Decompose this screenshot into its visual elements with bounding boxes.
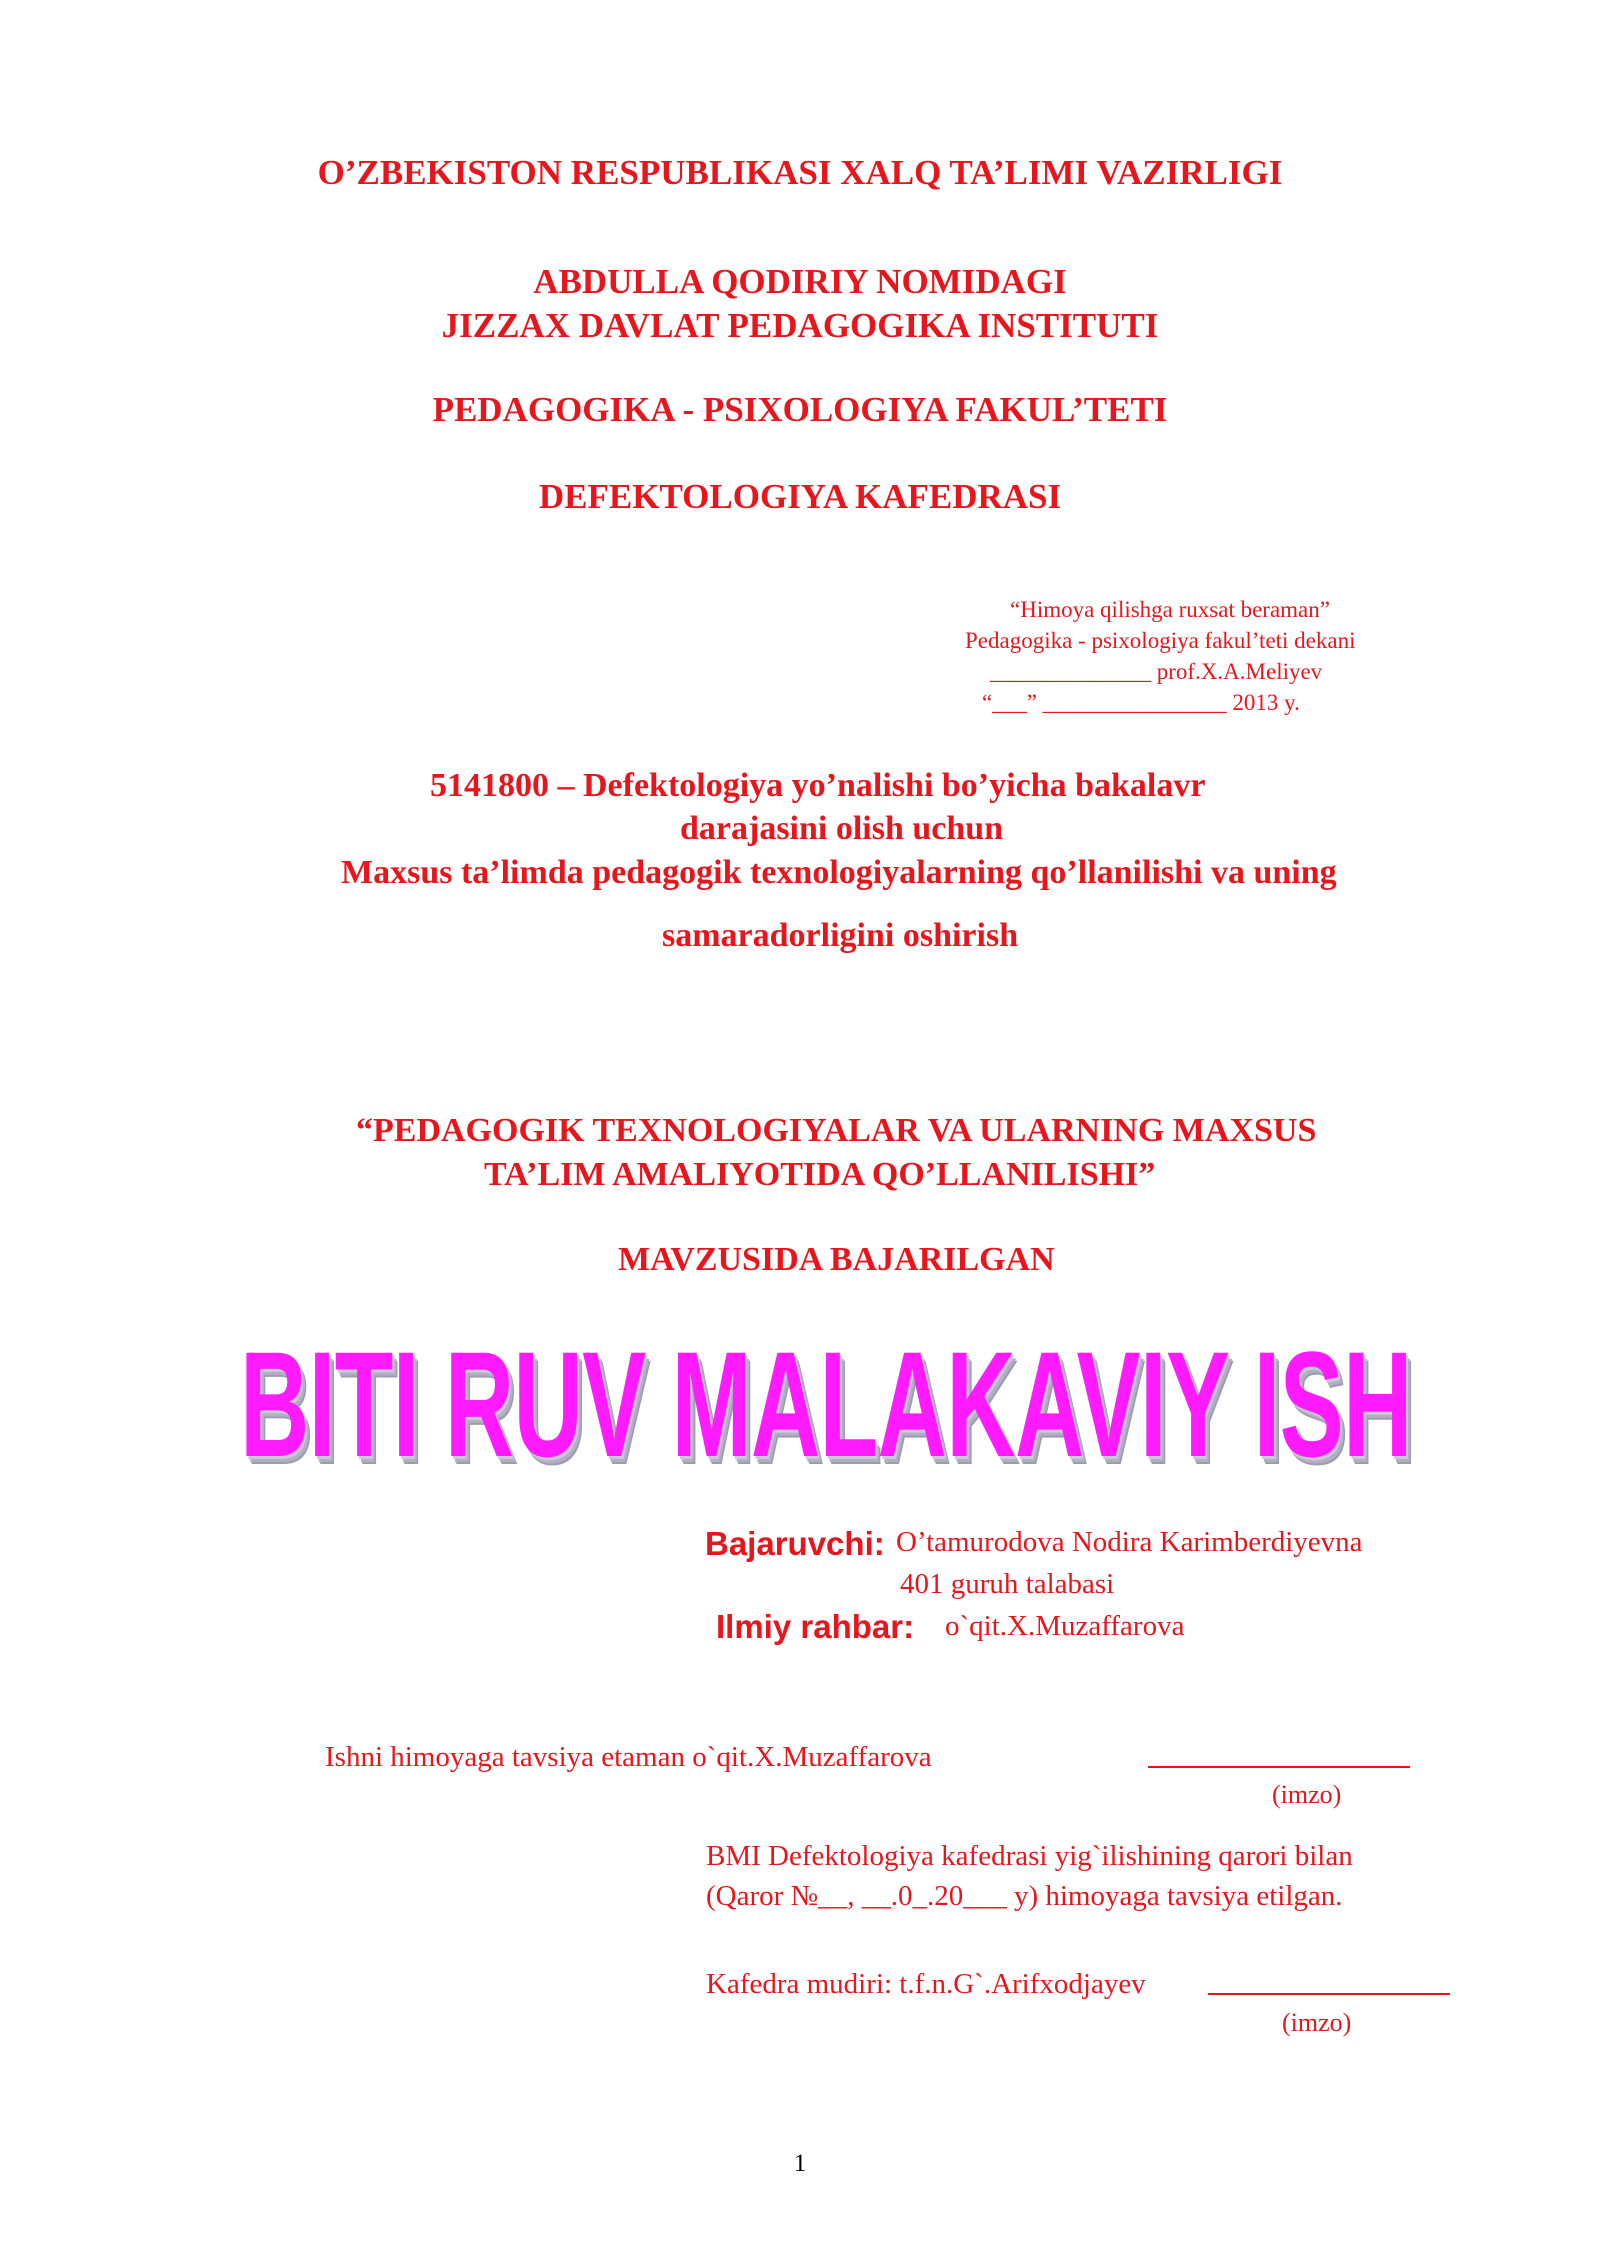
topic-line3: MAVZUSIDA BAJARILGAN bbox=[618, 1241, 1055, 1278]
recommendation-text: Ishni himoyaga tavsiya etaman o`qit.X.Muzaffarova bbox=[325, 1741, 932, 1773]
department-head-signature-caption: (imzo) bbox=[1282, 2008, 1352, 2037]
advisor-label: Ilmiy rahbar: bbox=[716, 1608, 915, 1645]
degree-line4: samaradorligini oshirish bbox=[662, 917, 1019, 954]
meeting-line1: BMI Defektologiya kafedrasi yig`ilishining qarori bilan bbox=[706, 1840, 1353, 1872]
department-head-text: Kafedra mudiri: t.f.n.G`.Arifxodjayev bbox=[706, 1968, 1146, 2000]
topic-line1: “PEDAGOGIK TEXNOLOGIYALAR VA ULARNING MAXSUS bbox=[356, 1112, 1317, 1149]
faculty-heading: PEDAGOGIKA - PSIXOLOGIYA FAKUL’TETI bbox=[432, 390, 1168, 429]
meeting-line2: (Qaror №__, __.0_.20___ y) himoyaga tavsiya etilgan. bbox=[706, 1880, 1343, 1912]
group-text: 401 guruh talabasi bbox=[900, 1568, 1115, 1600]
performer-name: O’tamurodova Nodira Karimberdiyevna bbox=[896, 1526, 1363, 1558]
department-heading: DEFEKTOLOGIYA KAFEDRASI bbox=[538, 477, 1062, 516]
work-title: BITI RUV MALAKAVIY ISH bbox=[240, 1320, 1412, 1488]
recommendation-signature-line bbox=[1148, 1766, 1410, 1768]
degree-line3: Maxsus ta’limda pedagogik texnologiyalarning qo’llanilishi va uning bbox=[341, 854, 1337, 891]
approval-line4: “___” ________________ 2013 y. bbox=[982, 690, 1300, 715]
recommendation-signature-caption: (imzo) bbox=[1272, 1780, 1342, 1809]
institute-name-line1: ABDULLA QODIRIY NOMIDAGI bbox=[533, 262, 1067, 301]
degree-line1: 5141800 – Defektologiya yo’nalishi bo’yicha bakalavr bbox=[430, 767, 1206, 804]
approval-line2: Pedagogika - psixologiya fakul’teti dekani bbox=[965, 628, 1356, 653]
performer-label: Bajaruvchi: bbox=[705, 1525, 885, 1562]
degree-line2: darajasini olish uchun bbox=[680, 810, 1004, 847]
topic-line2: TA’LIM AMALIYOTIDA QO’LLANILISHI” bbox=[484, 1156, 1156, 1193]
department-head-signature-line bbox=[1208, 1993, 1450, 1995]
advisor-name: o`qit.X.Muzaffarova bbox=[945, 1610, 1185, 1642]
approval-line3: ______________ prof.X.A.Meliyev bbox=[990, 659, 1323, 684]
ministry-heading: O’ZBEKISTON RESPUBLIKASI XALQ TA’LIMI VAZIRLIGI bbox=[317, 153, 1283, 192]
institute-name-line2: JIZZAX DAVLAT PEDAGOGIKA INSTITUTI bbox=[441, 306, 1159, 345]
approval-line1: “Himoya qilishga ruxsat beraman” bbox=[1010, 597, 1330, 622]
page-number: 1 bbox=[793, 2150, 807, 2177]
